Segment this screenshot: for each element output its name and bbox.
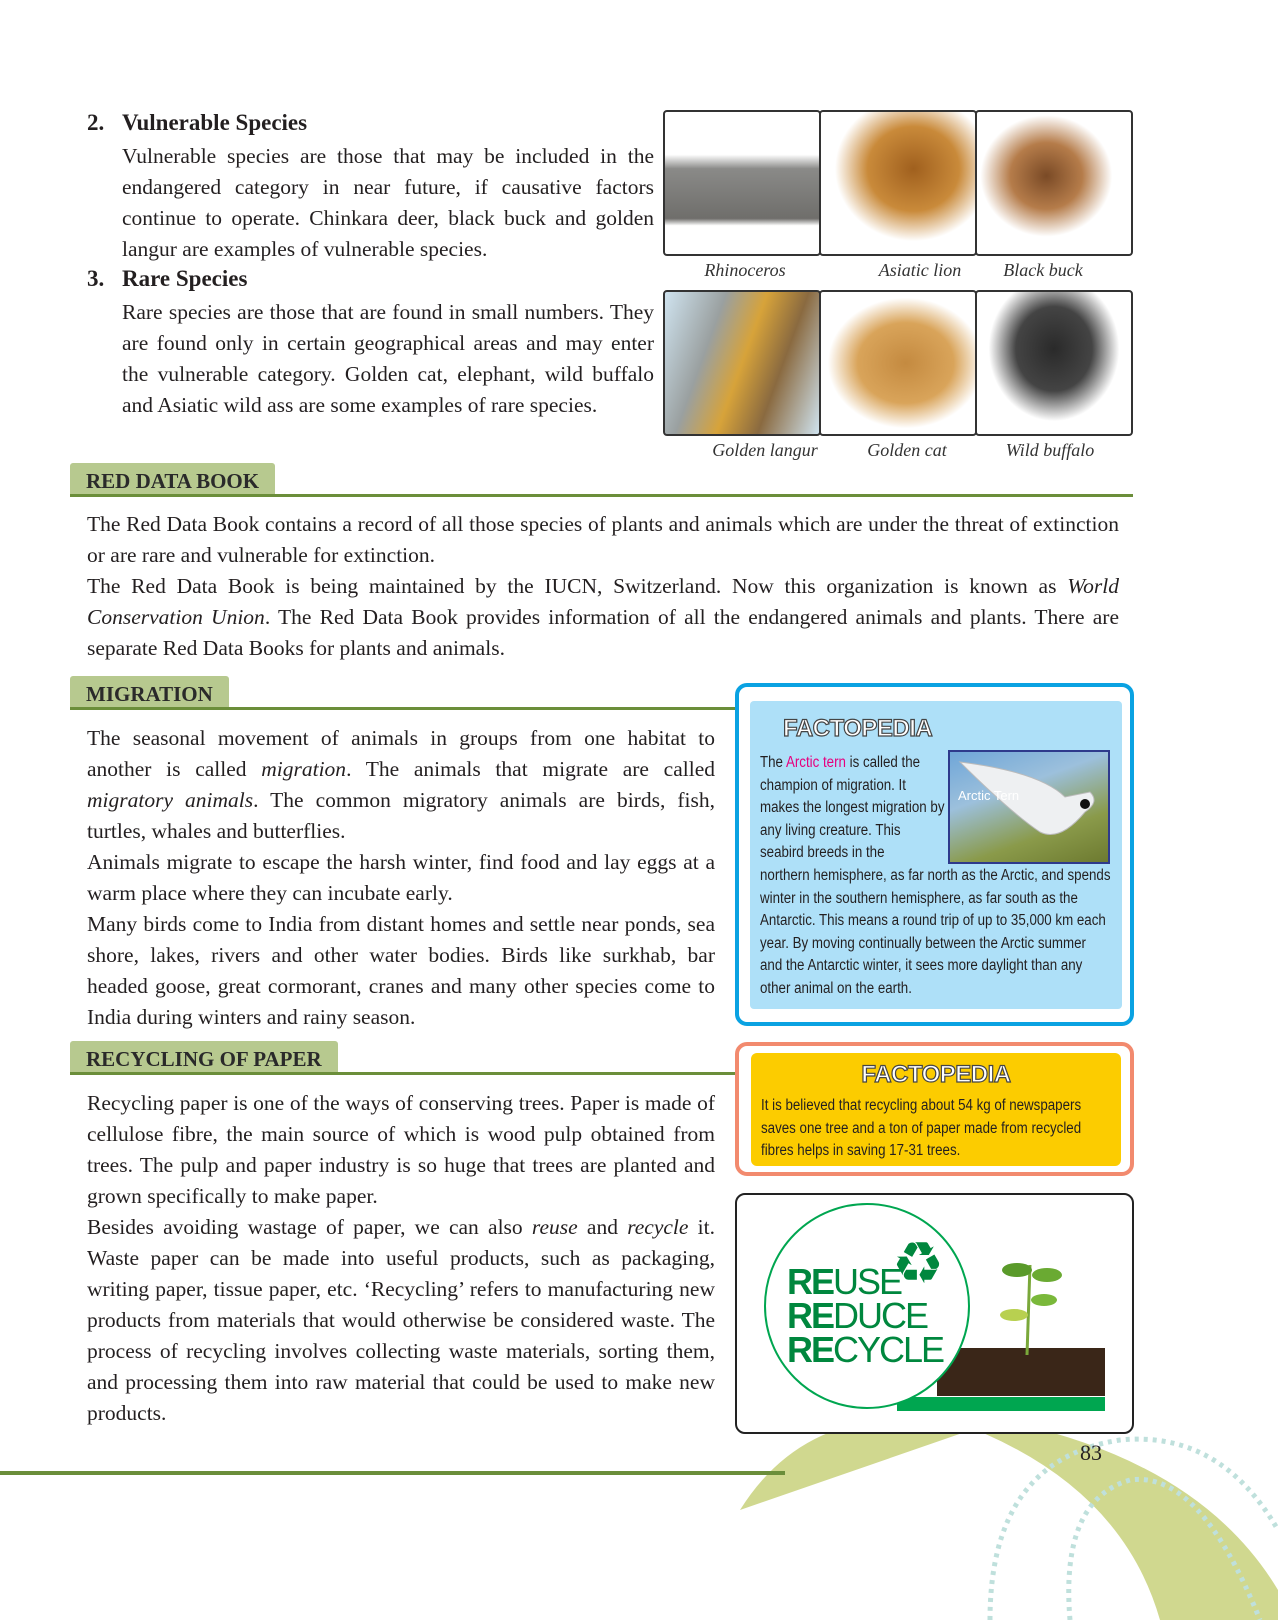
paragraph: The Red Data Book contains a record of all those species of plants and animals which are under the threat of extinction or are rare and vulnerable for extinction. xyxy=(87,512,1119,567)
factopedia-text: The Arctic tern is called the champion of migration. It makes the longest migration by any living creature. This seabird breeds in the xyxy=(760,754,945,861)
black-buck-photo xyxy=(975,110,1133,256)
photo-caption: Golden langur xyxy=(712,440,818,460)
paragraph: Besides avoiding wastage of paper, we can also reuse and recycle it. Waste paper can be made into useful products, such as packaging, writing paper, tissue paper, etc. ‘Recycling’ refers to manufacturing new products from materials that would otherwise be considered waste. The process of recycling involves collecting waste materials, sorting them, and processing them into raw material that could be used to make new products. xyxy=(87,1215,716,1425)
rare-heading: Rare Species xyxy=(122,266,248,291)
factopedia-title: FACTOPEDIA xyxy=(861,1061,1011,1088)
factopedia-text: northern hemisphere, as far north as the Arctic, and spends winter in the southern hemisphere, as far south as the Antarctic. This means a round trip of up to 35,000 km each year. By moving continually between the Arctic summer and the Antarctic winter, it sees more daylight than any other animal on the earth. xyxy=(760,867,1111,997)
photo-caption: Wild buffalo xyxy=(1005,440,1095,460)
section-divider xyxy=(70,1072,735,1075)
factopedia-box-recycling xyxy=(735,1042,1134,1176)
section-divider xyxy=(70,707,735,710)
paragraph: Many birds come to India from distant homes and settle near ponds, sea shore, lakes, rivers and other water bodies. Birds like surkhab, bar headed goose, great cormorant, cranes and many other species come to India during winters and rainy season. xyxy=(87,912,715,1029)
photo-caption: Black buck xyxy=(1003,260,1083,280)
plant-icon xyxy=(992,1245,1072,1355)
section-divider xyxy=(70,494,1133,497)
footer-line xyxy=(0,1471,785,1475)
paragraph: Recycling paper is one of the ways of conserving trees. Paper is made of cellulose fibre, the main source of which is wood pulp obtained from trees. The pulp and paper industry is so huge that trees are planted and grown specifically to make paper. xyxy=(87,1091,715,1208)
golden-langur-photo xyxy=(663,290,821,436)
paragraph: Animals migrate to escape the harsh winter, find food and lay eggs at a warm place where they can incubate early. xyxy=(87,850,715,905)
recycling-heading: RECYCLING OF PAPER xyxy=(70,1041,338,1075)
arctic-tern-photo xyxy=(948,750,1110,864)
vulnerable-heading: Vulnerable Species xyxy=(122,110,308,135)
red-data-book-text xyxy=(87,509,1119,664)
photo-caption: Rhinoceros xyxy=(704,260,786,280)
factopedia-box-migration xyxy=(735,683,1134,1026)
factopedia-title: FACTOPEDIA xyxy=(783,715,933,742)
photo-caption: Asiatic lion xyxy=(878,260,962,280)
reuse-reduce-recycle-image xyxy=(735,1193,1134,1434)
paragraph: The Red Data Book is being maintained by the IUCN, Switzerland. Now this organization is known as World Conservation Union. The Red Data Book provides information of all the endangered animals and plants. There are separate Red Data Books for plants and animals. xyxy=(87,574,1119,660)
asiatic-lion-photo xyxy=(819,110,977,256)
migration-heading: MIGRATION xyxy=(70,676,229,710)
migration-text xyxy=(87,723,715,1033)
image-label: Arctic Tern xyxy=(958,788,1020,803)
rhinoceros-photo xyxy=(663,110,821,256)
logo-text: REUSE REDUCE RECYCLE xyxy=(787,1261,944,1370)
red-data-book-heading: RED DATA BOOK xyxy=(70,463,275,497)
green-bar xyxy=(897,1397,1105,1411)
recycling-text xyxy=(87,1088,715,1429)
recycle-icon: ♻ xyxy=(892,1231,944,1296)
soil xyxy=(937,1348,1105,1396)
page-number: 83 xyxy=(1080,1440,1102,1465)
vulnerable-text: Vulnerable species are those that may be included in the endangered category in near future, if causative factors continue to operate. Chinkara deer, black buck and golden langur are examples of vulnerable species. xyxy=(122,144,654,261)
golden-cat-photo xyxy=(819,290,977,436)
wild-buffalo-photo xyxy=(975,290,1133,436)
vulnerable-number: 2. xyxy=(87,110,105,135)
paragraph: The seasonal movement of animals in groups from one habitat to another is called migration. The animals that migrate are called migratory animals. The common migratory animals are birds, fish, turtles, whales and butterflies. xyxy=(87,726,715,843)
decorative-arcs xyxy=(700,1420,1278,1620)
rare-number: 3. xyxy=(87,266,105,291)
photo-caption: Golden cat xyxy=(867,440,947,460)
factopedia-text: It is believed that recycling about 54 kg of newspapers saves one tree and a ton of paper made from recycled fibres helps in saving 17-31 trees. xyxy=(761,1097,1082,1159)
rare-text: Rare species are those that are found in small numbers. They are found only in certain geographical areas and may enter the vulnerable category. Golden cat, elephant, wild buffalo and Asiatic wild ass are some examples of rare species. xyxy=(122,300,654,417)
